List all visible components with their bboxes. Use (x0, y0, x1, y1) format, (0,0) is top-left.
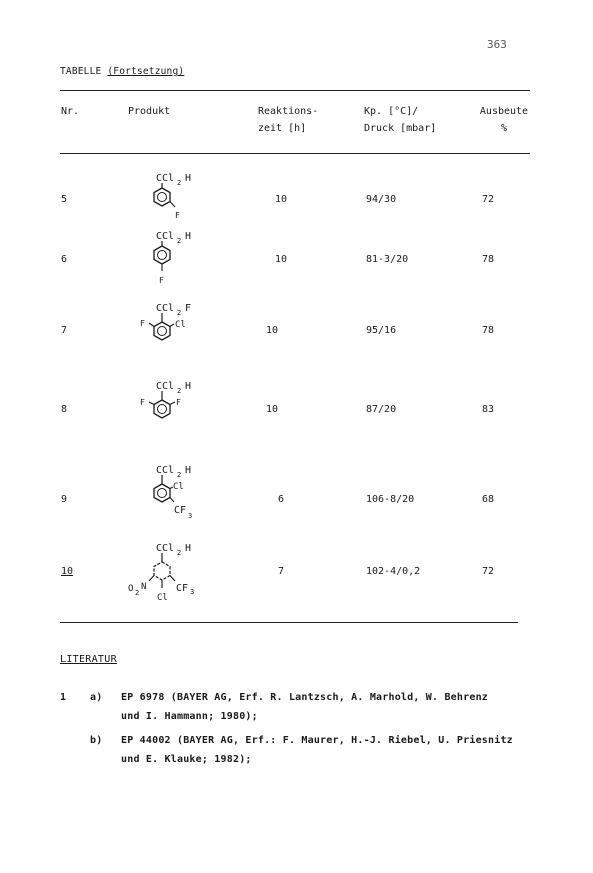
table-caption-continuation: (Fortsetzung) (107, 66, 185, 77)
header-reaktionszeit-line2: zeit [h] (258, 123, 307, 134)
svg-text:3: 3 (188, 512, 193, 520)
reference-text (121, 688, 488, 726)
structure-9 (140, 462, 220, 526)
svg-text:H: H (185, 465, 192, 476)
svg-text:F: F (159, 276, 164, 285)
header-ausbeute-line2: % (500, 123, 508, 134)
reference-label: b) (90, 735, 103, 746)
row-nr: 5 (61, 194, 68, 205)
header-kp-line2: Druck [mbar] (364, 123, 437, 134)
table-top-rule (60, 90, 530, 91)
svg-text:Cl: Cl (157, 593, 168, 603)
reference-label: a) (90, 692, 103, 703)
reference-line2: und E. Klauke; 1982); (121, 754, 252, 765)
svg-text:F: F (176, 398, 181, 407)
row-nr: 10 (61, 566, 74, 577)
row-zeit: 10 (275, 254, 288, 265)
reference-line1: EP 6978 (BAYER AG, Erf. R. Lantzsch, A. Marhold, W. Behrenz (121, 692, 489, 703)
svg-text:CCl: CCl (156, 173, 175, 184)
header-reaktionszeit (258, 103, 318, 137)
reference-number: 1 (60, 692, 67, 703)
header-ausbeute (476, 103, 532, 137)
row-zeit: 10 (275, 194, 288, 205)
row-kp: 106-8/20 (366, 494, 415, 505)
row-zeit: 10 (266, 404, 279, 415)
page-number: 363 (487, 38, 507, 51)
table-caption (60, 66, 184, 77)
svg-text:2: 2 (177, 179, 182, 187)
row-kp: 94/30 (366, 194, 397, 205)
header-reaktionszeit-line1: Reaktions- (258, 106, 319, 117)
row-nr: 7 (61, 325, 68, 336)
svg-text:N: N (141, 582, 147, 592)
row-nr: 6 (61, 254, 68, 265)
row-zeit: 6 (278, 494, 285, 505)
row-ausbeute: 72 (482, 566, 495, 577)
svg-text:CCl: CCl (156, 303, 175, 314)
svg-text:F: F (140, 319, 145, 328)
structure-8 (130, 378, 210, 434)
literatur-heading: LITERATUR (60, 654, 117, 665)
svg-text:2: 2 (177, 549, 182, 557)
row-kp: 102-4/0,2 (366, 566, 421, 577)
structure-10 (124, 540, 224, 610)
svg-text:CF: CF (174, 505, 187, 516)
header-nr: Nr. (61, 106, 80, 117)
svg-text:H: H (185, 543, 192, 554)
reference-text (121, 731, 513, 769)
row-ausbeute: 68 (482, 494, 495, 505)
header-ausbeute-line1: Ausbeute (479, 106, 529, 117)
svg-text:Cl: Cl (175, 320, 186, 330)
table-bottom-rule (60, 622, 518, 623)
structure-5 (140, 170, 210, 224)
structure-6 (140, 228, 210, 290)
row-kp: 95/16 (366, 325, 397, 336)
svg-text:2: 2 (177, 471, 182, 479)
svg-text:F: F (140, 398, 145, 407)
row-zeit: 7 (278, 566, 285, 577)
row-kp: 87/20 (366, 404, 397, 415)
svg-text:H: H (185, 381, 192, 392)
svg-text:H: H (185, 173, 192, 184)
header-kp-druck (364, 103, 436, 137)
row-ausbeute: 83 (482, 404, 495, 415)
svg-text:F: F (185, 303, 192, 314)
svg-text:CCl: CCl (156, 381, 175, 392)
row-kp: 81-3/20 (366, 254, 409, 265)
svg-text:2: 2 (177, 237, 182, 245)
reference-line2: und I. Hammann; 1980); (121, 711, 258, 722)
svg-text:H: H (185, 231, 192, 242)
svg-text:CCl: CCl (156, 543, 175, 554)
svg-text:CF: CF (176, 583, 189, 594)
reference-line1: EP 44002 (BAYER AG, Erf.: F. Maurer, H.-J. Riebel, U. Priesnitz (121, 735, 513, 746)
svg-text:2: 2 (135, 589, 140, 597)
svg-text:3: 3 (190, 588, 195, 596)
svg-text:CCl: CCl (156, 231, 175, 242)
svg-text:F: F (175, 211, 180, 220)
svg-text:2: 2 (177, 309, 182, 317)
row-ausbeute: 78 (482, 254, 495, 265)
row-nr: 9 (61, 494, 68, 505)
table-caption-label: TABELLE (60, 66, 102, 77)
table-header-rule (60, 153, 530, 154)
structure-7 (130, 300, 210, 356)
row-ausbeute: 72 (482, 194, 495, 205)
row-zeit: 10 (266, 325, 279, 336)
row-ausbeute: 78 (482, 325, 495, 336)
svg-text:Cl: Cl (173, 482, 184, 492)
svg-text:CCl: CCl (156, 465, 175, 476)
row-nr: 8 (61, 404, 68, 415)
header-produkt: Produkt (128, 106, 171, 117)
svg-text:O: O (128, 584, 134, 594)
svg-text:2: 2 (177, 387, 182, 395)
header-kp-line1: Kp. [°C]/ (364, 106, 419, 117)
